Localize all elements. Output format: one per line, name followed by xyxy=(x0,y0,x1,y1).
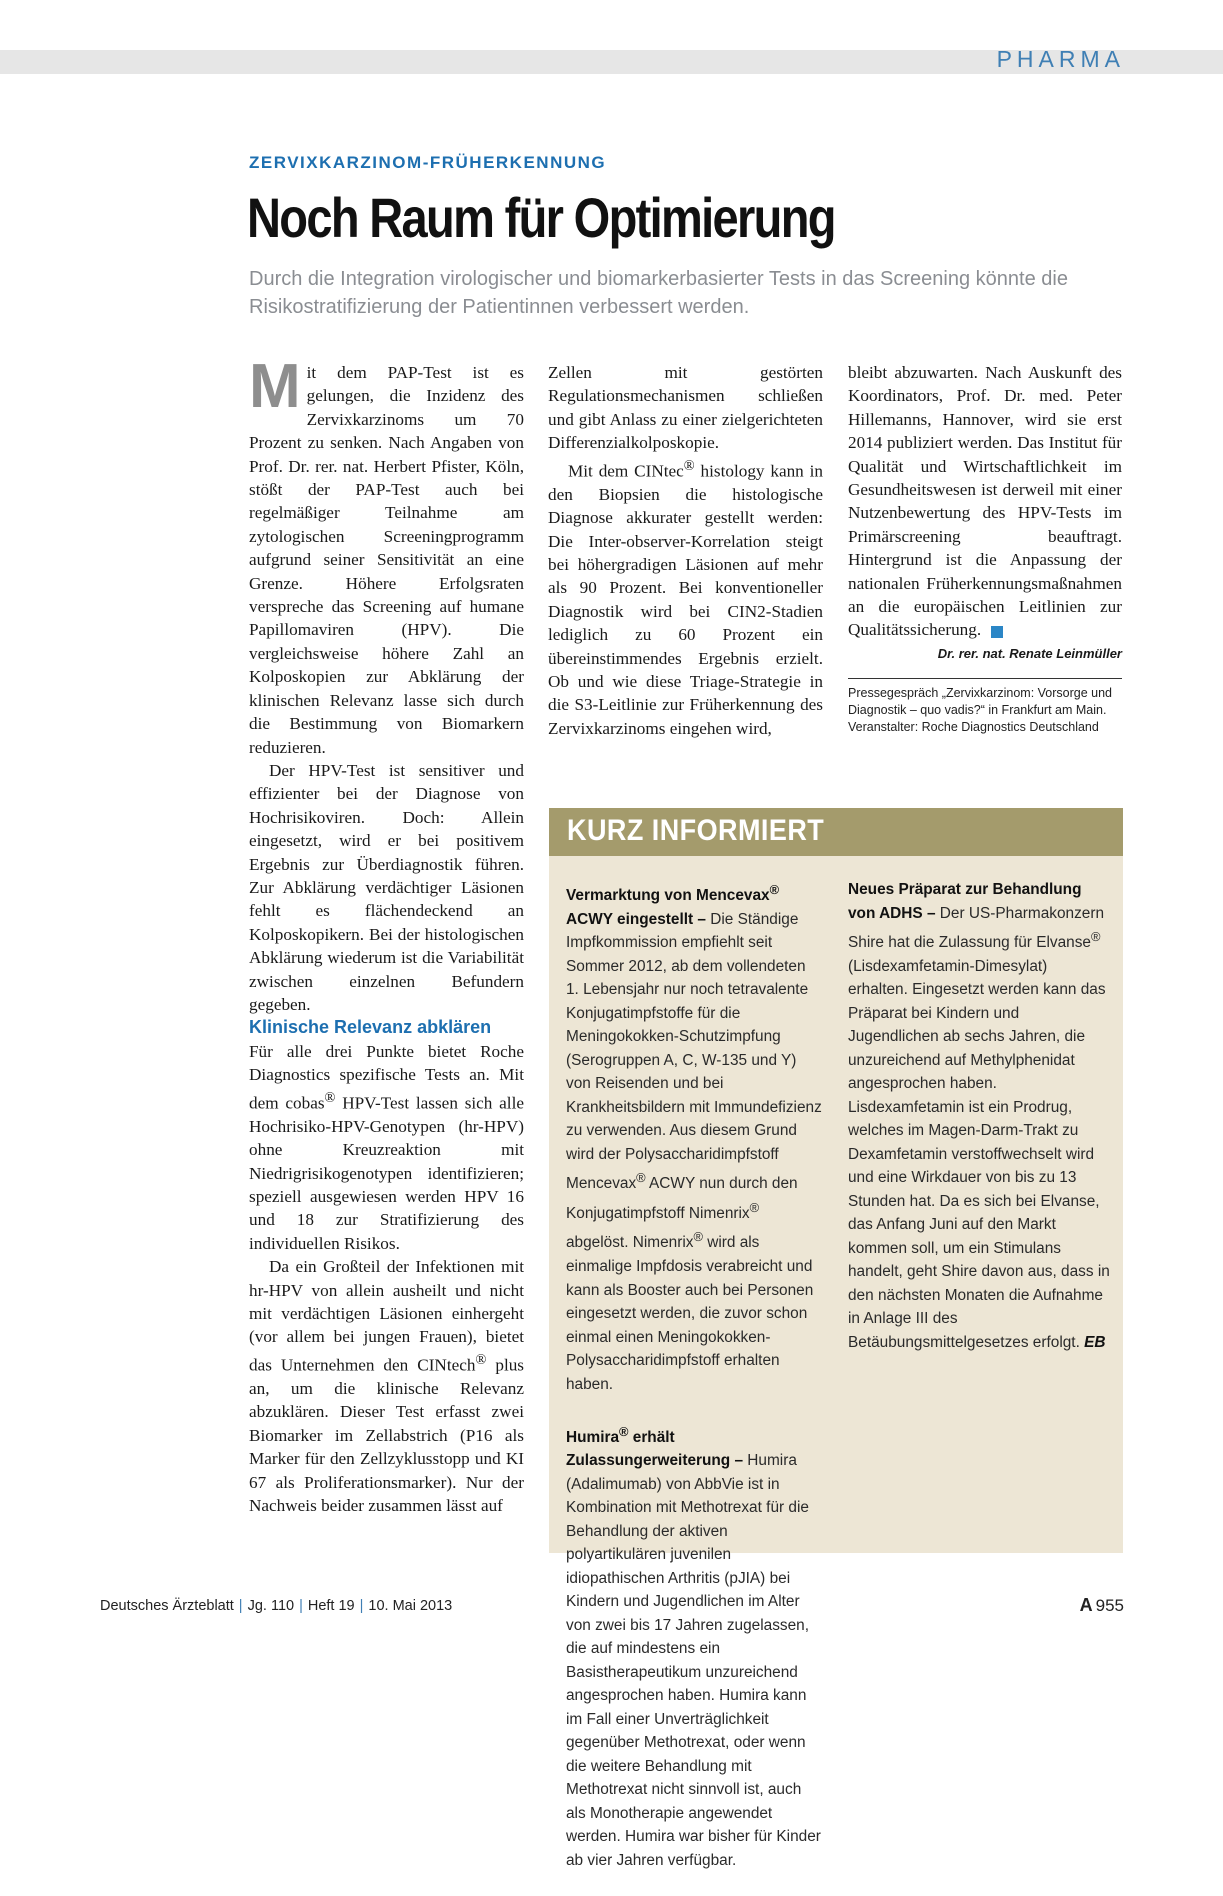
drop-cap: M xyxy=(249,352,301,421)
page-number: A 955 xyxy=(1079,1595,1124,1615)
box-column-1 xyxy=(566,878,822,1896)
article-author: Dr. rer. nat. Renate Leinmüller xyxy=(937,645,1122,661)
news-item: Humira® erhält Zulassungerweiterung – Humira (Adalimumab) von AbbVie ist in Kombination mit Methotrexat für die Behandlung der aktiven polyartikulären juvenilen idiopathischen Arthritis (pJIA) bei Kindern und Jugendlichen im Alter von zwei bis 17 Jahren zugelassen, die auf mindestens ein Basistherapeutikum unzureichend angesprochen haben. Humira kann im Fall einer Unverträglichkeit gegenüber Methotrexat, oder wenn die weitere Behandlung mit Methotrexat nicht sinnvoll ist, auch als Monotherapie angewendet werden. Humira war bisher für Kinder ab vier Jahren verfügbar. xyxy=(566,1423,821,1869)
box-header xyxy=(549,808,1123,856)
paragraph: Mit dem PAP-Test ist es gelungen, die Inzidenz des Zervixkarzinoms um 70 Prozent zu senken. Nach Angaben von Prof. Dr. rer. nat. Herbert Pfister, Köln, stößt der PAP-Test auch bei regelmäßiger Teilnahme am zytologischen Screeningprogramm aufgrund seiner Sensitivität an eine Grenze. Höhere Erfolgsraten verspreche das Screening auf humane Papillomaviren (HPV). Die vergleichsweise höhere Zahl an Kolposkopien zur Abklärung der klinischen Relevanz lasse sich durch die Bestimmung von Biomarkern reduzieren. xyxy=(249,352,524,757)
paragraph: bleibt abzuwarten. Nach Auskunft des Koordinators, Prof. Dr. med. Peter Hillemanns, Hannover, wird sie erst 2014 publiziert werden. Das Institut für Qualität und Wirtschaftlichkeit im Gesundheitswesen ist derweil mit einer Nutzenbewertung des HPV-Tests im Primärscreening beauftragt. Hintergrund ist die Anpassung der nationalen Früherkennungsmaßnahmen an die europäischen Leitlinien zur Qualitätssicherung. xyxy=(848,363,1122,640)
box-column-2 xyxy=(848,878,1110,1378)
section-subhead: Klinische Relevanz abklären xyxy=(249,1017,492,1038)
article-column-2 xyxy=(548,361,823,740)
box-title: KURZ INFORMIERT xyxy=(567,814,825,847)
news-item: Vermarktung von Mencevax® ACWY eingestellt – Die Ständige Impfkommission empfiehlt seit Sommer 2012, ab dem vollendeten 1. Lebensjahr nur noch tetravalente Konjugatimpfstoffe für die Meningokokken-Schutzimpfung (Serogruppen A, C, W-135 und Y) von Reisenden und bei Krankheitsbildern mit Immundefizienz zu verwenden. Aus diesem Grund wird der Polysaccharidimpfstoff Mencevax® ACWY nun durch den Konjugatimpfstoff Nimenrix® abgelöst. Nimenrix® wird als einmalige Impfdosis verabreicht und kann als Booster auch bei Personen eingesetzt werden, die zuvor schon einmal einen Meningokokken-Polysaccharidimpfstoff erhalten haben. xyxy=(566,882,822,1393)
section-label: PHARMA xyxy=(996,46,1125,72)
paragraph: Da ein Großteil der Infektionen mit hr-HPV von allein ausheilt und nicht mit verdächtigen Läsionen einhergeht (vor allem bei jungen Frauen), bietet das Unternehmen den CINtech® plus an, um die klinische Relevanz abzuklären. Dieser Test erfasst zwei Biomarker im Zellabstrich (P16 als Marker für den Zellzyklusstopp und KI 67 als Proliferationsmarker). Nur der Nachweis beider zusammen lässt auf xyxy=(249,1257,524,1515)
end-mark-icon xyxy=(991,626,1003,638)
paragraph: Zellen mit gestörten Regulationsmechanismen schließen und gibt Anlass zu einer zielgerichteten Differenzialkolposkopie. xyxy=(548,363,823,453)
paragraph: Für alle drei Punkte bietet Roche Diagnostics spezifische Tests an. Mit dem cobas® HPV-Test lassen sich alle Hochrisiko-HPV-Genotypen (hr-HPV) ohne Kreuzreaktion mit Niedrigrisikogenotypen identifizieren; speziell ausgewiesen werden HPV 16 und 18 zur Stratifizierung des individuellen Risikos. xyxy=(249,1041,524,1253)
article-subtitle: Durch die Integration virologischer und biomarkerbasierter Tests in das Screening könnte die Risikostratifizierung der Patientinnen verbessert werden. xyxy=(249,268,1068,318)
news-signature: EB xyxy=(1084,1333,1106,1351)
article-title: Noch Raum für Optimierung xyxy=(247,186,835,249)
news-item: Neues Präparat zur Behandlung von ADHS – Der US-Pharmakonzern Shire hat die Zulassung für Elvanse® (Lisdexamfetamin-Dimesylat) erhalten. Eingesetzt werden kann das Präparat bei Kindern und Jugendlichen ab sechs Jahren, die unzureichend auf Methylphenidat angesprochen haben. Lisdexamfetamin ist ein Prodrug, welches im Magen-Darm-Trakt zu Dexamfetamin verstoffwechselt wird und eine Wirkdauer von bis zu 13 Stunden hat. Da es sich bei Elvanse, das Anfang Juni auf den Markt kommen soll, um ein Stimulans handelt, geht Shire davon aus, dass in den nächsten Monaten die Aufnahme in Anlage III des Betäubungsmittelgesetzes erfolgt. EB xyxy=(848,881,1110,1351)
article-source-note: Pressegespräch „Zervixkarzinom: Vorsorge und Diagnostik – quo vadis?“ in Frankfurt am Main. Veranstalter: Roche Diagnostics Deutschland xyxy=(848,678,1122,736)
article-column-3 xyxy=(848,361,1122,665)
article-kicker: ZERVIXKARZINOM-FRÜHERKENNUNG xyxy=(249,153,607,172)
paragraph: Mit dem CINtec® histology kann in den Biopsien die histologische Diagnose akkurater gestellt werden: Die Inter-observer-Korrelation steigt bei höhergradigen Läsionen auf mehr als 90 Prozent. Bei konventioneller Diagnostik wird bei CIN2-Stadien lediglich zu 60 Prozent ein übereinstimmendes Ergebnis erzielt. Ob und wie diese Triage-Strategie in die S3-Leitlinie zur Früherkennung des Zervixkarzinoms eingehen wird, xyxy=(548,457,824,738)
paragraph: Der HPV-Test ist sensitiver und effizienter bei der Diagnose von Hochrisikoviren. Doch: Allein eingesetzt, wird er bei positivem Ergebnis zur Überdiagnostik führen. Zur Abklärung verdächtiger Läsionen fehlt es flächendeckend an Kolposkopikern. Bei der histologischen Abklärung wiederum ist die Variabilität zwischen einzelnen Befundern gegeben. xyxy=(249,760,524,1014)
article-column-1 xyxy=(249,352,524,1517)
footer-citation: Deutsches Ärzteblatt | Jg. 110 | Heft 19 | 10. Mai 2013 xyxy=(100,1598,453,1614)
